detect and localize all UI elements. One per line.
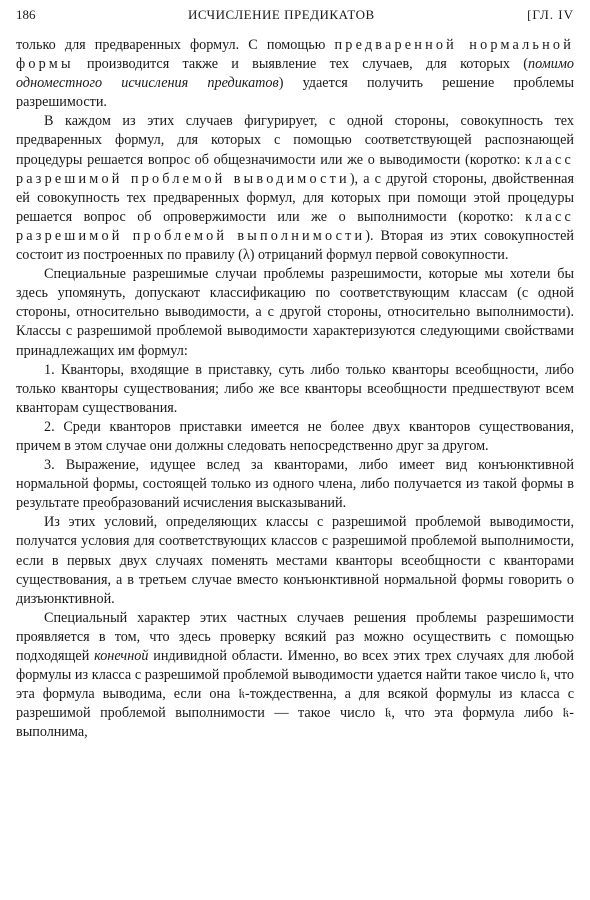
italic-text: конечной: [94, 648, 149, 664]
spaced-emphasis-text: класс разрешимой проблемой выводимости: [16, 151, 574, 187]
paragraph-condition-2: [16, 418, 574, 456]
spaced-emphasis-text: предваренной нормальной формы: [16, 37, 574, 73]
text-run: ). Вторая из этих совокупностей состоит из построенных по правилу (λ) отрицаний формул первой совокупности.: [16, 227, 574, 264]
text-run: производится также и выявление тех случаев, для которых (: [73, 56, 529, 73]
text-run: Специальные разрешимые случаи проблемы разрешимости, которые мы хотели бы здесь упомянуть, допускают классификацию по соответствующим классам (с одной стороны, относительно выводимости, а с другой стороны, относительно выполнимости). Классы с разрешимой проблемой выводимости характеризуются следующими свойствами принадлежащих им формул:: [16, 266, 574, 359]
text-run: В каждом из этих случаев фигурирует, с одной стороны, совокупность тех предваренных формул, для которых с помощью соответствующей распознающей процедуры решается вопрос об общезначимости или же о выводимости (коротко:: [16, 113, 574, 168]
paragraph-condition-1: [16, 361, 574, 418]
text-run: только для предваренных формул. С помощью: [16, 37, 335, 53]
paragraph-decidable-cases: [16, 112, 574, 265]
chapter-marker: [ГЛ. IV: [527, 7, 574, 22]
page-body: [16, 36, 574, 742]
paragraph-satisfiability-conditions: [16, 513, 574, 608]
italic-text: помимо одноместного исчисления предикатов: [16, 56, 574, 92]
text-run: ) удается получить решение проблемы разрешимости.: [16, 75, 574, 111]
paragraph-finite-domain: [16, 609, 574, 743]
paragraph-special-cases: [16, 265, 574, 360]
text-run: 2. Среди кванторов приставки имеется не более двух кванторов существования, причем в этом случае они должны следовать непосредственно друг за другом.: [16, 418, 574, 454]
text-run: Специальный характер этих частных случаев решения проблемы разрешимости проявляется в том, что здесь проверку всякий раз можно осуществить с помощью подходящей: [16, 609, 574, 664]
running-header: [16, 6, 574, 24]
spaced-emphasis-text: класс разрешимой проблемой выполнимости: [16, 208, 574, 244]
text-run: ), а с другой стороны, двойственная ей совокупность тех предваренных формул, для которых при помощи этой процедуры решается вопрос об опровержимости или же о выполнимости (коротко:: [16, 170, 574, 225]
text-run: 3. Выражение, идущее вслед за кванторами, либо имеет вид конъюнктивной нормальной формы, состоящей только из одного члена, либо получается из такой формы в результате преобразований исчисления высказываний.: [16, 457, 574, 512]
text-run: 1. Кванторы, входящие в приставку, суть либо только кванторы всеобщности, либо только кванторы существования; либо же все кванторы всеобщности предшествуют всем кванторам существования.: [16, 361, 574, 416]
running-title: ИСЧИСЛЕНИЕ ПРЕДИКАТОВ: [187, 7, 375, 22]
text-run: Из этих условий, определяющих классы с разрешимой проблемой выводимости, получатся условия для соответствующих классов с разрешимой проблемой выполнимости, если в первых двух случаях поменять местами кванторы всеобщности с кванторами существования, а в третьем случае вместо конъюнктивной нормальной формы говорить о дизъюнктивной.: [16, 514, 574, 607]
paragraph-condition-3: [16, 456, 574, 513]
page-number: 186: [16, 7, 36, 22]
text-run: индивидной области. Именно, во всех этих трех случаях для любой формулы из класса с разрешимой проблемой выводимости удается найти такое число 𝔨, что эта формула выводима, если она 𝔨-тождественна, а для всякой формулы из класса с разрешимой проблемой выполнимости — такое число 𝔨, что эта формула либо 𝔨-выполнима,: [16, 648, 575, 741]
paragraph-intro: [16, 36, 574, 112]
